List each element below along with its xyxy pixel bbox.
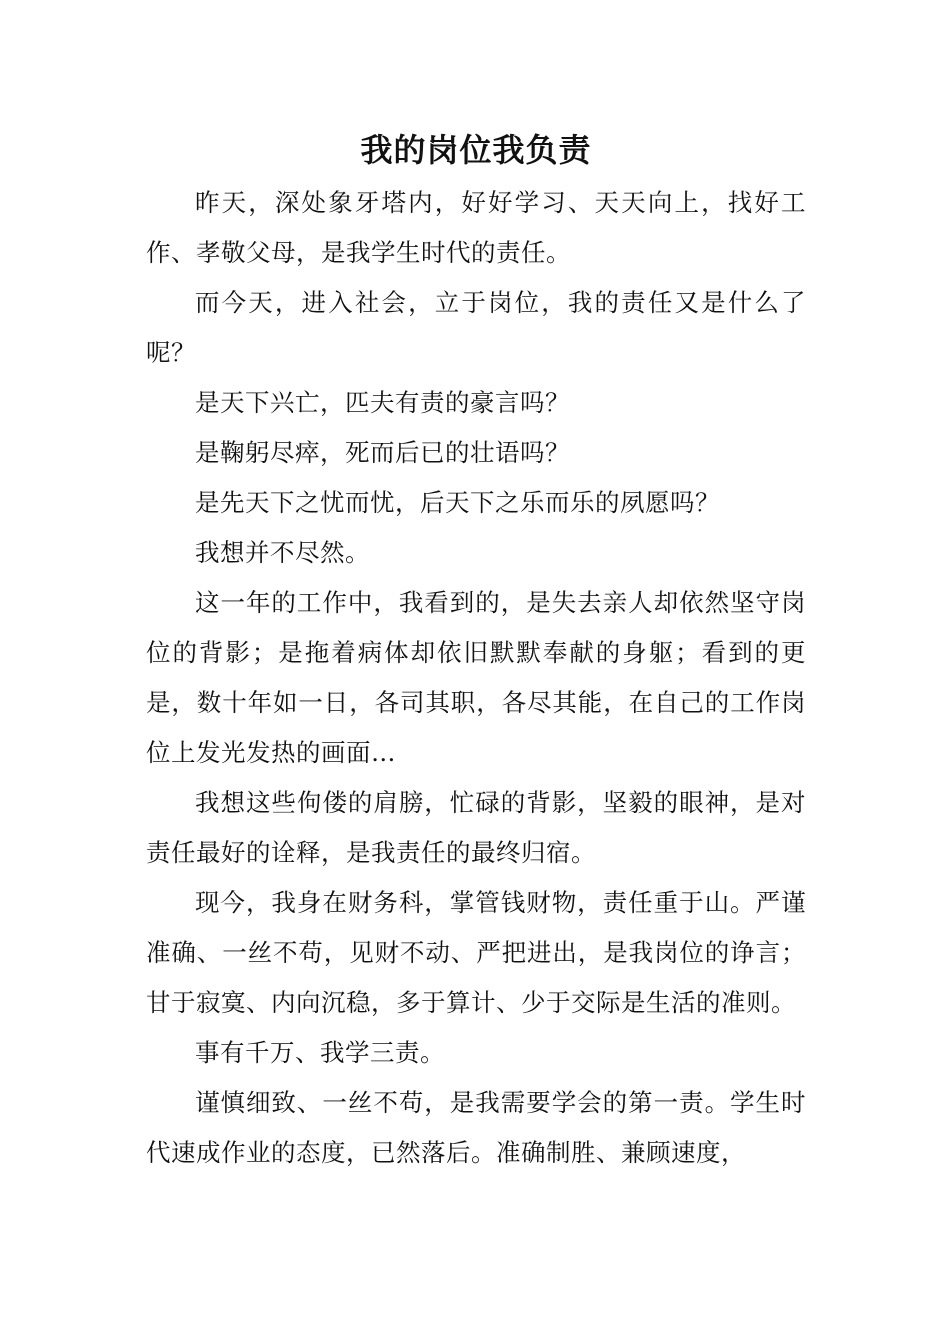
document-title: 我的岗位我负责 [360,131,592,169]
paragraph: 我想并不尽然。 [195,538,370,567]
paragraph: 现今，我身在财务科，掌管钱财物，责任重于山。严谨准确、一丝不苟，见财不动、严把进出，是我岗位的诤言；甘于寂寞、内向沉稳，多于算计、少于交际是生活的准则。 [146,888,806,1017]
paragraph: 这一年的工作中，我看到的，是失去亲人却依然坚守岗位的背影；是拖着病体却依旧默默奉献的身躯；看到的更是，数十年如一日，各司其职，各尽其能，在自己的工作岗位上发光发热的画面… [146,588,806,767]
paragraph: 昨天，深处象牙塔内，好好学习、天天向上，找好工作、孝敬父母，是我学生时代的责任。 [146,188,806,267]
paragraph: 是鞠躬尽瘁，死而后已的壮语吗？ [195,438,570,467]
paragraph: 我想这些佝偻的肩膀，忙碌的背影，坚毅的眼神，是对责任最好的诠释，是我责任的最终归宿。 [146,788,806,867]
document-body [146,178,806,1178]
paragraph: 是天下兴亡，匹夫有责的豪言吗？ [195,388,570,417]
paragraph: 是先天下之忧而忧，后天下之乐而乐的夙愿吗？ [195,488,720,517]
paragraph: 而今天，进入社会，立于岗位，我的责任又是什么了呢？ [146,288,806,367]
paragraph: 事有千万、我学三责。 [195,1038,445,1067]
paragraph: 谨慎细致、一丝不苟，是我需要学会的第一责。学生时代速成作业的态度，已然落后。准确制胜、兼顾速度， [146,1088,806,1167]
